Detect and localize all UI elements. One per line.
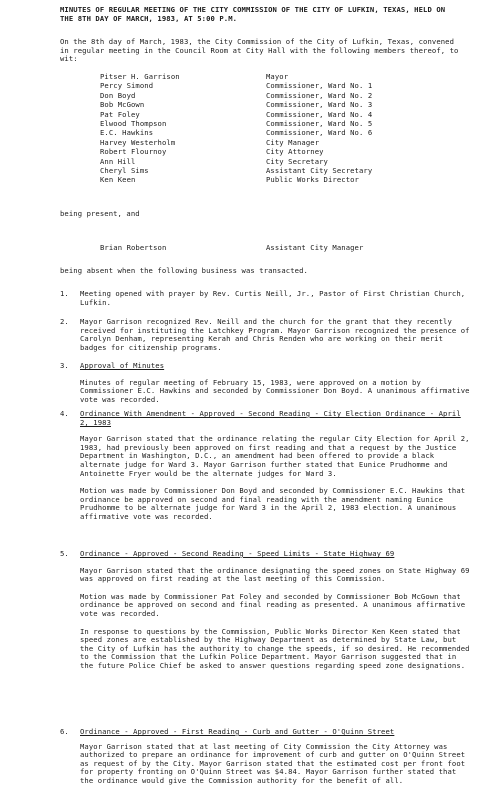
item-paragraph: In response to questions by the Commission, Public Works Director Ken Keen stated that speed zones are established by the Highway Department as determined by State Law, but the City of Lufkin has the authority to change the speeds, if so desired. He recommended to the Commission that the Lufkin Police Department. Mayor Garrison suggested that in the future Police Chief be asked to answer questions regarding speed zone designations. xyxy=(80,626,470,670)
item-body xyxy=(80,362,470,413)
item-paragraph: Motion was made by Commissioner Pat Foley and seconded by Commissioner Bob McGown that ordinance be approved on second and final reading as presented. A unanimous affirmative vote was recorded. xyxy=(80,591,466,618)
absent-member-title: Assistant City Manager xyxy=(266,243,364,252)
member-name: Pat Foley xyxy=(100,110,140,119)
item-number: 5. xyxy=(60,549,69,558)
member-name: Harvey Westerholm xyxy=(100,138,176,147)
member-title: Commissioner, Ward No. 3 xyxy=(266,100,373,110)
item-number: 4. xyxy=(60,409,69,418)
member-name: Robert Flournoy xyxy=(100,148,167,157)
item-paragraph: Mayor Garrison stated that at last meeting of City Commission the City Attorney was authorized to prepare an ordinance for improvement of curb and gutter on O'Quinn Street as request of by the City. Mayor Garrison stated that the estimated cost per front foot for property fronting on O'Quinn Street was $4.84. Mayor Garrison further stated that the ordinance would give the Commission authority for the benefit of all. xyxy=(80,741,466,785)
member-name: Ann Hill xyxy=(100,157,136,166)
item-title: Ordinance With Amendment - Approved - Second Reading - City Election Ordinance - April 2, 1983 xyxy=(80,409,461,427)
item-title: Ordinance - Approved - Second Reading - Speed Limits - State Highway 69 xyxy=(80,549,395,558)
item-title: Approval of Minutes xyxy=(80,361,165,370)
item-number: 6. xyxy=(60,727,69,736)
item-paragraph: Mayor Garrison recognized Rev. Neill and the church for the grant that they recently received for instituting the Latchkey Program. Mayor Garrison recognized the presence of Carolyn Denham, representing Kerah and Chris Renden who are working on their merit badges for citizenship programs. xyxy=(80,317,470,352)
member-name: Percy Simond xyxy=(100,82,154,91)
member-title: Mayor xyxy=(266,72,289,81)
item-title: Ordinance - Approved - First Reading - Curb and Gutter - O'Quinn Street xyxy=(80,727,395,736)
member-title: Commissioner, Ward No. 1 xyxy=(266,81,373,91)
item-body xyxy=(80,550,470,680)
member-title: Assistant City Secretary xyxy=(266,165,373,175)
member-name: Ken Keen xyxy=(100,176,136,185)
member-title: City Secretary xyxy=(266,156,328,166)
member-name: Elwood Thompson xyxy=(100,119,167,128)
member-title: Commissioner, Ward No. 5 xyxy=(266,118,373,128)
member-title: Commissioner, Ward No. 4 xyxy=(266,109,373,119)
item-body xyxy=(80,410,470,531)
absent-member-row xyxy=(100,244,363,253)
item-body xyxy=(80,318,470,361)
member-name: Don Boyd xyxy=(100,91,136,100)
minutes-header: MINUTES OF REGULAR MEETING OF THE CITY COMMISSION OF THE CITY OF LUFKIN, TEXAS, HELD ON THE 8TH DAY OF MARCH, 1983, AT 5:00 P.M. xyxy=(60,5,446,23)
attendance-roster xyxy=(100,73,440,186)
member-name: Bob McGown xyxy=(100,101,145,110)
roster-row xyxy=(100,176,440,185)
item-number: 2. xyxy=(60,317,69,326)
member-title: Commissioner, Ward No. 6 xyxy=(266,128,373,138)
member-title: Commissioner, Ward No. 2 xyxy=(266,90,373,100)
item-body xyxy=(80,728,470,795)
member-title: Public Works Director xyxy=(266,175,359,185)
item-paragraph: Mayor Garrison stated that the ordinance designating the speed zones on State Highway 69 was approved on first reading at the last meeting of this Commission. xyxy=(80,565,470,584)
member-title: City Attorney xyxy=(266,147,324,157)
member-name: E.C. Hawkins xyxy=(100,129,154,138)
item-paragraph: Minutes of regular meeting of February 15, 1983, were approved on a motion by Commissioner E.C. Hawkins and seconded by Commissioner Don Boyd. A unanimous affirmative vote was recorded. xyxy=(80,377,470,404)
item-number: 3. xyxy=(60,361,69,370)
member-name: Pitser H. Garrison xyxy=(100,73,180,81)
intro-paragraph: On the 8th day of March, 1983, the City Commission of the City of Lufkin, Texas, convened in regular meeting in the Council Room at City Hall with the following members thereof, to wit: xyxy=(60,37,459,64)
transacted-text: being absent when the following business was transacted. xyxy=(60,266,308,275)
item-paragraph: Motion was made by Commissioner Don Boyd and seconded by Commissioner E.C. Hawkins that ordinance be approved on second and final reading with the amendment naming Eunice Prudhomme to be alternate judge for Ward 3 in the April 2, 1983 election. A unanimous affirmative vote was recorded. xyxy=(80,486,466,521)
item-paragraph: Meeting opened with prayer by Rev. Curtis Neill, Jr., Pastor of First Christian Church, Lufkin. xyxy=(80,289,466,307)
member-name: Cheryl Sims xyxy=(100,166,149,175)
item-paragraph: Mayor Garrison stated that the ordinance relating the regular City Election for April 2, 1983, had previously been approved on first reading and that a request by the Justice Department in Washington, D.C., an amendment had been offered to provide a black alternate judge for Ward 3. Mayor Garrison further stated that Eunice Prudhomme and Antoinette Fryer would be the alternate judges for Ward 3. xyxy=(80,434,470,478)
absent-member-name: Brian Robertson xyxy=(100,244,167,252)
item-body xyxy=(80,290,470,316)
being-present-text: being present, and xyxy=(60,209,140,218)
item-number: 1. xyxy=(60,289,69,298)
member-title: City Manager xyxy=(266,137,320,147)
